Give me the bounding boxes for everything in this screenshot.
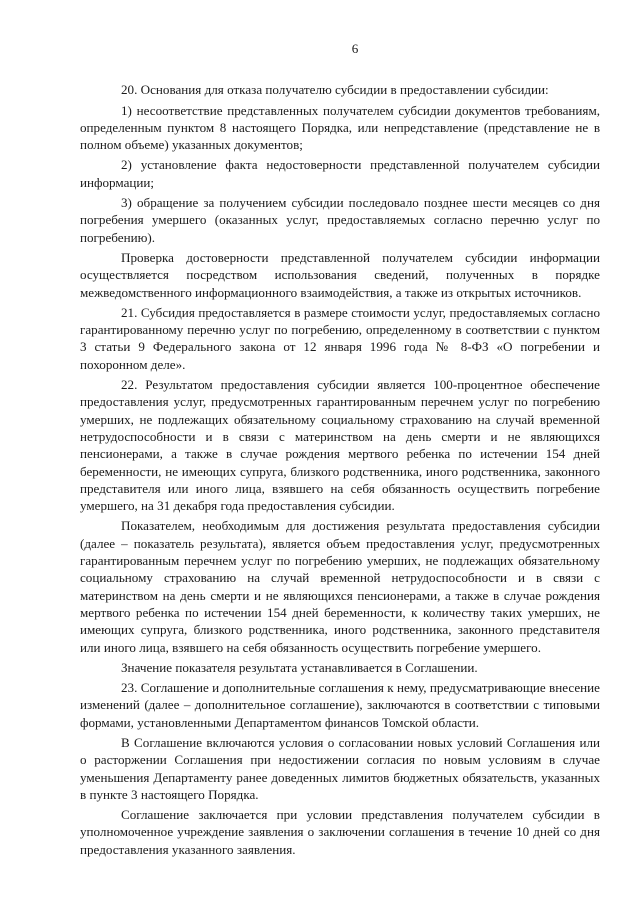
page-number [80, 40, 600, 57]
paragraph-agreement-conditions: В Соглашение включаются условия о согласовании новых условий Соглашения или о расторжении Соглашения при недостижении согласия по новым условиям в случае уменьшения Департаменту ранее доведенных лимитов бюджетных обязательств, указанных в пункте 3 настоящего Порядка. [80, 734, 600, 802]
paragraph-22: 22. Результатом предоставления субсидии является 100-процентное обеспечение предоставления услуг, предусмотренных гарантированным перечнем услуг по погребению умерших, не подлежащих обязательному социальному страхованию на случай временной нетрудоспособности и в связи с материнством на день смерти и не являющихся пенсионерами, а также в случае рождения мертвого ребенка по истечении 154 дней беременности, не имеющих супруга, близкого родственника, иного родственника, законного представителя или иного лица, взявшего на себя обязанность осуществить погребение умершего, на 31 декабря года предоставления субсидии. [80, 377, 600, 514]
paragraph-verification: Проверка достоверности представленной получателем субсидии информации осуществляется посредством использования сведений, полученных в порядке межведомственного информационного взаимодействия, а также из открытых источников. [80, 249, 600, 300]
paragraph-23: 23. Соглашение и дополнительные соглашения к нему, предусматривающие внесение изменений (далее – дополнительное соглашение), заключаются в соответствии с типовыми формами, установленными Департаментом финансов Томской области. [80, 680, 600, 730]
paragraph-20-item-2: 2) установление факта недостоверности представленной получателем субсидии информации; [80, 157, 600, 190]
paragraph-indicator: Показателем, необходимым для достижения результата предоставления субсидии (далее – показатель результата), является объем предоставления услуг, предусмотренных гарантированным перечнем услуг по погребению умерших, не подлежащих обязательному социальному страхованию на случай временной нетрудоспособности и в связи с материнством на день смерти и не являющихся пенсионерами, а также в случае рождения мертвого ребенка по истечении 154 дней беременности, к количеству таких умерших, не имеющих супруга, близкого родственника, иного родственника, законного представителя или иного лица, взявшего на себя обязанность осуществить погребение умершего. [80, 518, 600, 655]
paragraph-21: 21. Субсидия предоставляется в размере стоимости услуг, предоставляемых согласно гарантированному перечню услуг по погребению, определенному в соответствии с пунктом 3 статьи 9 Федерального закона от 12 января 1996 года № 8-ФЗ «О погребении и похоронном деле». [80, 304, 600, 372]
paragraph-20: 20. Основания для отказа получателю субсидии в предоставлении субсидии: [121, 82, 549, 98]
paragraph-20-item-3: 3) обращение за получением субсидии последовало позднее шести месяцев со дня погребения умершего (оказанных услуг, предоставляемых согласно перечню услуг по погребению). [80, 195, 600, 245]
paragraph-agreement-conclusion: Соглашение заключается при условии представления получателем субсидии в уполномоченное учреждение заявления о заключении соглашения в течение 10 дней со дня предоставления указанного заявления. [80, 807, 600, 857]
paragraph-indicator-value: Значение показателя результата устанавливается в Соглашении. [121, 659, 478, 675]
paragraph-20-item-1: 1) несоответствие представленных получателем субсидии документов требованиям, определенным пунктом 8 настоящего Порядка, или непредставление (представление не в полном объеме) указанных документов; [80, 102, 600, 153]
page-number-text: 6 [351, 41, 359, 56]
document-body [80, 81, 600, 858]
